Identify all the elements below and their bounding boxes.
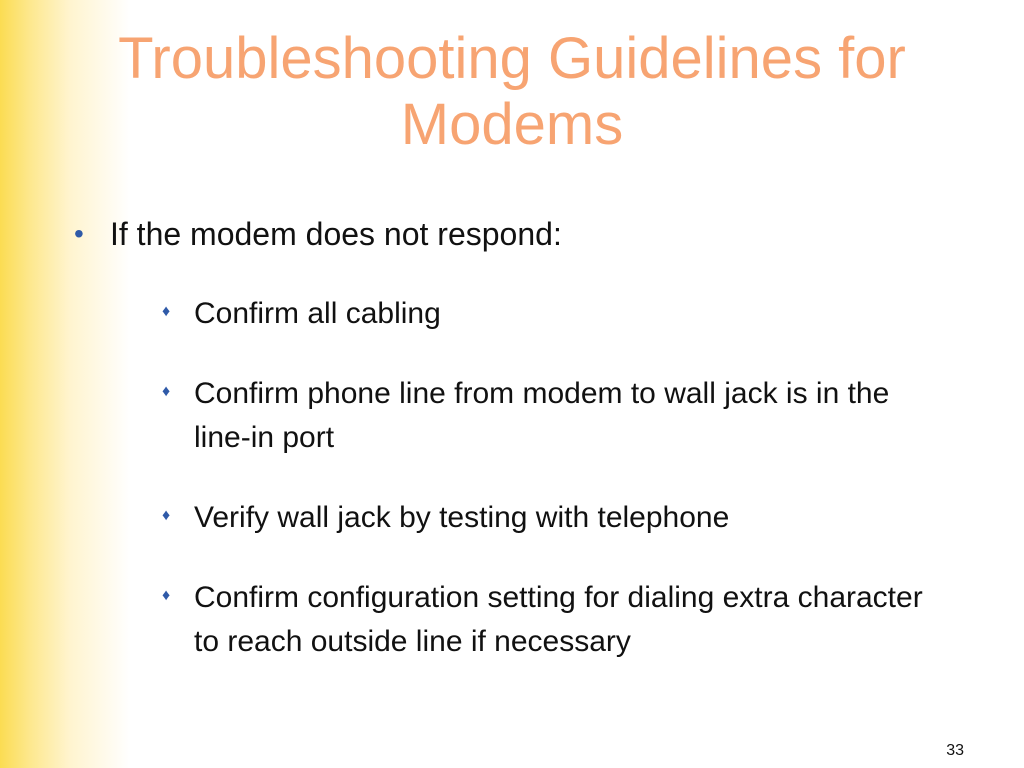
sub-bullet-list (110, 292, 970, 664)
main-bullet-text: If the modem does not respond: (110, 216, 562, 252)
sub-bullet-item (110, 496, 954, 540)
sub-bullet-item (110, 372, 954, 460)
sub-bullet-text: Confirm phone line from modem to wall jack is in the line-in port (194, 377, 890, 454)
round-bullet-icon: • (74, 218, 84, 249)
sub-bullet-text: Verify wall jack by testing with telephone (194, 501, 730, 534)
sub-bullet-item (110, 576, 954, 664)
bullet-list (70, 212, 970, 664)
sub-bullet-item (110, 292, 954, 336)
main-bullet-item (70, 212, 970, 664)
page-number: 33 (946, 742, 964, 759)
sub-bullet-text: Confirm all cabling (194, 297, 441, 330)
diamond-bullet-icon: ♦ (162, 587, 171, 604)
diamond-bullet-icon: ♦ (162, 303, 171, 320)
diamond-bullet-icon: ♦ (162, 383, 171, 400)
slide-title: Troubleshooting Guidelines for Modems (118, 26, 906, 157)
diamond-bullet-icon: ♦ (162, 507, 171, 524)
sub-bullet-text: Confirm configuration setting for dialing extra character to reach outside line if necessary (194, 581, 923, 658)
